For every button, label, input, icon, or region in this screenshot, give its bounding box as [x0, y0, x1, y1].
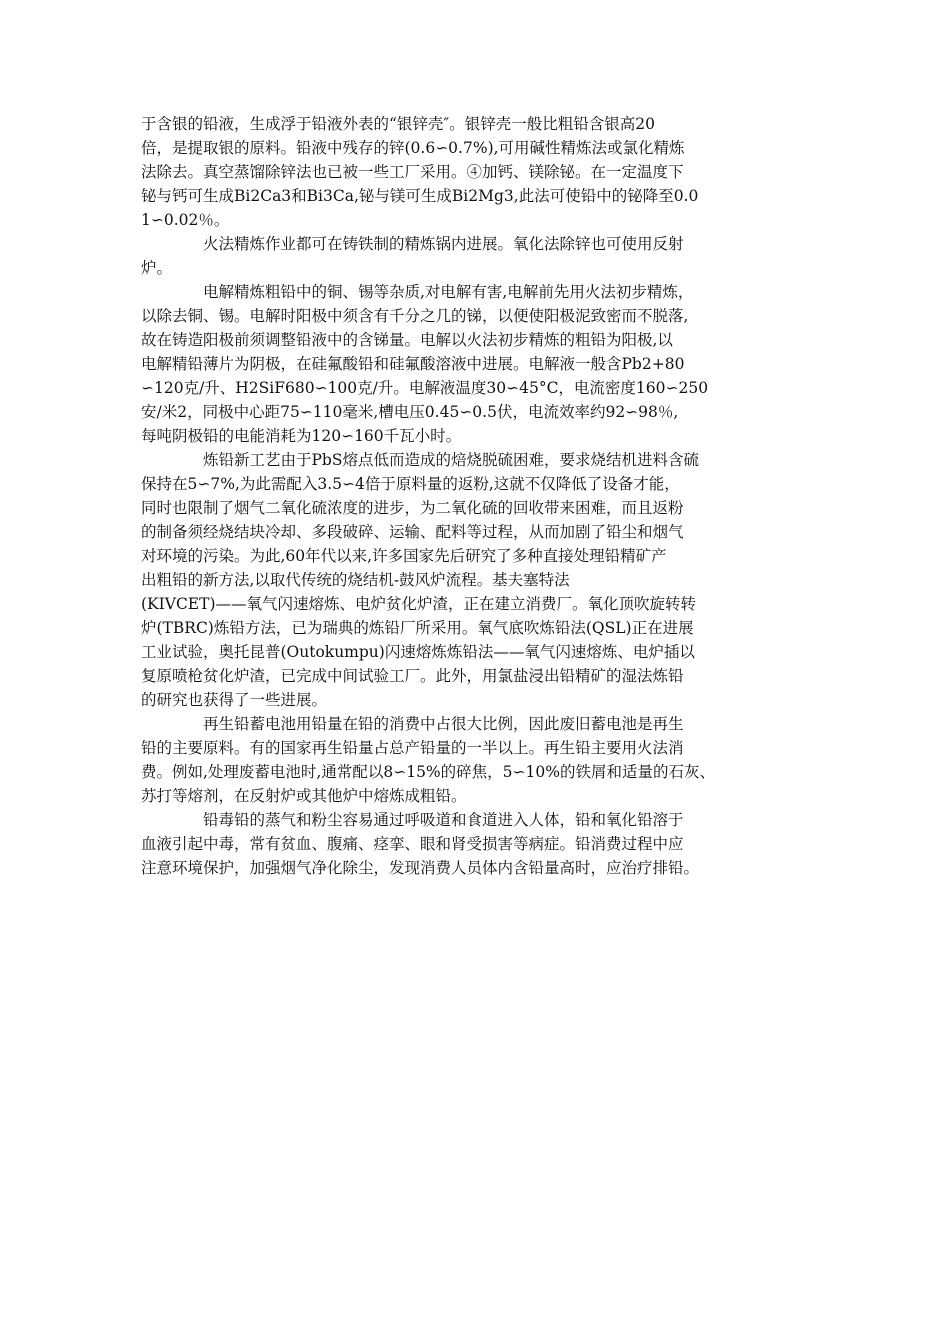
text-line: 安/米2，同极中心距75∽110毫米,槽电压0.45∽0.5伏，电流效率约92∽98％,	[141, 403, 679, 421]
text-line: 保持在5∽7%,为此需配入3.5∽4倍于原料量的返粉,这就不仅降低了设备才能，	[141, 475, 680, 493]
text-line: 铋与钙可生成Bi2Ca3和Bi3Ca,铋与镁可生成Bi2Mg3,此法可使铅中的铋降至0.0	[141, 187, 699, 205]
paragraph-first-line: 电解精炼粗铅中的铜、锡等杂质,对电解有害,电解前先用火法初步精炼，	[203, 283, 694, 301]
text-line: 故在铸造阳极前须调整铅液中的含锑量。电解以火法初步精炼的粗铅为阳极,以	[141, 331, 673, 349]
paragraph-first-line: 火法精炼作业都可在铸铁制的精炼锅内进展。氧化法除锌也可使用反射	[203, 235, 684, 253]
paragraph-first-line: 铅毒铅的蒸气和粉尘容易通过呼吸道和食道进入人体，铅和氧化铅溶于	[203, 811, 684, 829]
text-line: 费。例如,处理废蓄电池时,通常配以8∽15%的碎焦，5∽10%的铁屑和适量的石灰、	[141, 763, 715, 781]
text-line: 血液引起中毒，常有贫血、腹痛、痉挛、眼和肾受损害等病症。铅消费过程中应	[141, 835, 684, 853]
text-line: 于含银的铅液，生成浮于铅液外表的“银锌壳″。银锌壳一般比粗铅含银高20	[141, 115, 655, 133]
text-line: 电解精铅薄片为阴极，在硅氟酸铅和硅氟酸溶液中进展。电解液一般含Pb2+80	[141, 355, 685, 373]
paragraph-first-line: 炼铅新工艺由于PbS熔点低而造成的焙烧脱硫困难，要求烧结机进料含硫	[203, 451, 699, 469]
paragraph-first-line: 再生铅蓄电池用铅量在铅的消费中占很大比例，因此废旧蓄电池是再生	[203, 715, 684, 733]
text-line: (KIVCET)——氧气闪速熔炼、电炉贫化炉渣，正在建立消费厂。氧化顶吹旋转转	[141, 595, 697, 613]
text-line: 炉。	[141, 259, 173, 277]
text-line: 1∽0.02％。	[141, 211, 230, 229]
body-text	[141, 112, 831, 880]
text-line: 对环境的污染。为此,60年代以来,许多国家先后研究了多种直接处理铅精矿产	[141, 547, 667, 565]
text-line: 铅的主要原料。有的国家再生铅量占总产铅量的一半以上。再生铅主要用火法消	[141, 739, 684, 757]
text-line: 同时也限制了烟气二氧化硫浓度的进步，为二氧化硫的回收带来困难，而且返粉	[141, 499, 684, 517]
text-line: 出粗铅的新方法,以取代传统的烧结机-鼓风炉流程。基夫塞特法	[141, 571, 570, 589]
text-line: 注意环境保护，加强烟气净化除尘，发现消费人员体内含铅量高时，应治疗排铅。	[141, 859, 700, 877]
text-line: 以除去铜、锡。电解时阳极中须含有千分之几的锑，以便使阳极泥致密而不脱落,	[141, 307, 689, 325]
text-line: 复原喷枪贫化炉渣，已完成中间试验工厂。此外，用氯盐浸出铅精矿的湿法炼铅	[141, 667, 684, 685]
text-line: 工业试验，奥托昆普(Outokumpu)闪速熔炼炼铅法——氧气闪速熔炼、电炉插以	[141, 643, 695, 661]
text-line: 炉(TBRC)炼铅方法，已为瑞典的炼铅厂所采用。氧气底吹炼铅法(QSL)正在进展	[141, 619, 694, 637]
text-line: 的研究也获得了一些进展。	[141, 691, 328, 709]
text-line: 每吨阴极铅的电能消耗为120∽160千瓦小时。	[141, 427, 462, 445]
text-line: 苏打等熔剂，在反射炉或其他炉中熔炼成粗铅。	[141, 787, 467, 805]
text-line: ∽120克/升、H2SiF680∽100克/升。电解液温度30∽45°C，电流密度160∽250	[141, 379, 709, 397]
text-line: 法除去。真空蒸馏除锌法也已被一些工厂采用。④加钙、镁除铋。在一定温度下	[141, 163, 684, 181]
text-line: 的制备须经烧结块冷却、多段破碎、运输、配料等过程，从而加剧了铅尘和烟气	[141, 523, 684, 541]
text-line: 倍，是提取银的原料。铅液中残存的锌(0.6∽0.7%),可用碱性精炼法或氯化精炼	[141, 139, 685, 157]
